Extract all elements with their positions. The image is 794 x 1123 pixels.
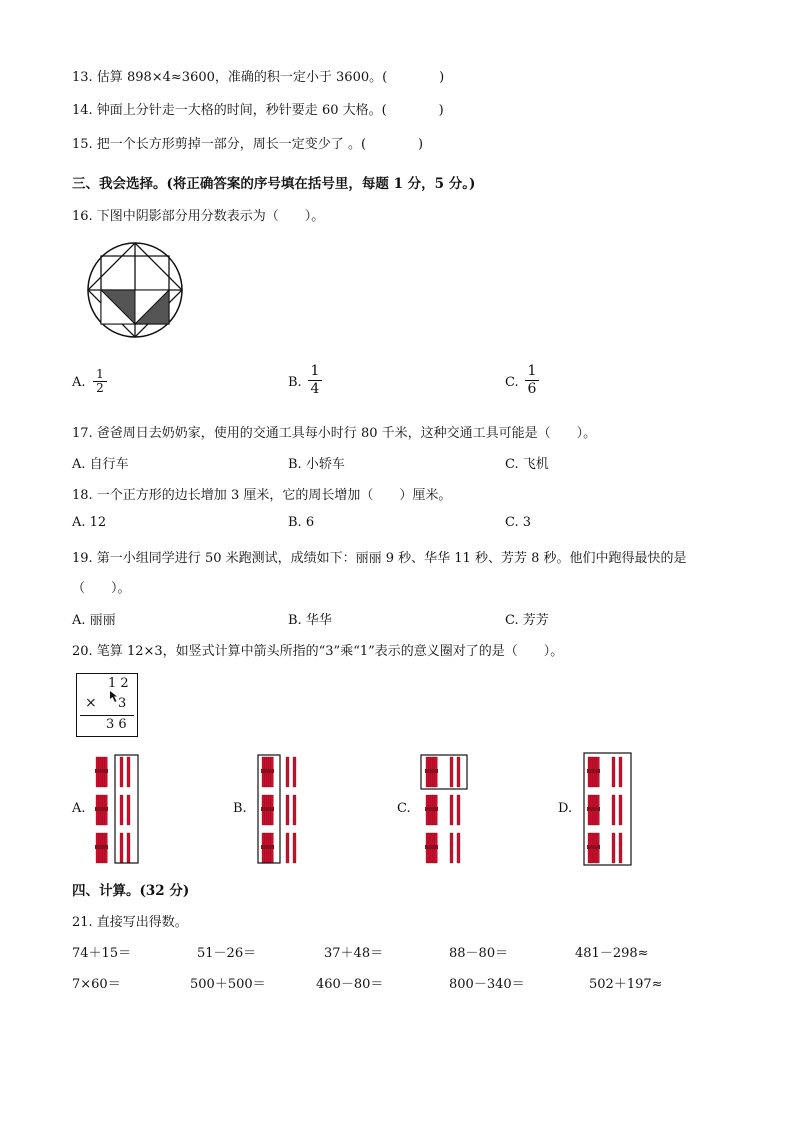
section-3-heading: 三、我会选择。(将正确答案的序号填在括号里，每题 1 分，5 分。) <box>72 176 476 192</box>
stick-bundle-icon <box>587 795 600 825</box>
single-stick-icon <box>457 833 460 863</box>
fraction-denominator: 2 <box>96 381 104 395</box>
calc-item: 7×60＝ <box>72 977 121 992</box>
question-19: 19. 第一小组同学进行 50 米跑测试，成绩如下：丽丽 9 秒、华华 11 秒、芳芳 8 秒。他们中跑得最快的是 <box>72 551 687 566</box>
section-4-heading: 四、计算。(32 分) <box>72 883 190 899</box>
single-stick-icon <box>293 795 296 825</box>
question-17: 17. 爸爸周日去奶奶家，使用的交通工具每小时行 80 千米，这种交通工具可能是（ ）。 <box>72 426 597 441</box>
q17-option-c: C. 飞机 <box>505 457 549 472</box>
single-stick-icon <box>127 757 130 787</box>
stick-bundle-icon <box>425 795 438 825</box>
stick-bundle-icon <box>95 795 108 825</box>
single-stick-icon <box>450 795 453 825</box>
stick-bundle-icon <box>425 833 438 863</box>
single-stick-icon <box>457 757 460 787</box>
fraction-numerator: 1 <box>525 363 539 381</box>
calc-top-number: 1 2 <box>108 676 129 691</box>
q18-option-b: B. 6 <box>288 515 315 530</box>
single-stick-icon <box>619 757 622 787</box>
single-stick-icon <box>450 833 453 863</box>
q18-option-a: A. 12 <box>72 515 107 530</box>
calc-item: 800－340＝ <box>449 977 525 992</box>
single-stick-icon <box>450 757 453 787</box>
single-stick-icon <box>619 795 622 825</box>
single-stick-icon <box>127 795 130 825</box>
fraction-denominator: 4 <box>310 381 320 397</box>
calc-item: 51－26＝ <box>197 946 257 961</box>
q16-option-b-letter: B. <box>288 375 302 390</box>
calc-item: 502＋197≈ <box>589 977 663 992</box>
single-stick-icon <box>612 757 615 787</box>
q20-option-d: D. <box>558 801 573 816</box>
stick-bundle-icon <box>95 757 108 787</box>
stick-bundle-icon <box>587 757 600 787</box>
calc-result: 3 6 <box>106 717 127 732</box>
stick-bundle-icon <box>261 795 274 825</box>
q20-option-b: B. <box>233 801 247 816</box>
single-stick-icon <box>612 795 615 825</box>
question-18: 18. 一个正方形的边长增加 3 厘米，它的周长增加（ ）厘米。 <box>72 488 452 503</box>
question-13: 13. 估算 898×4≈3600，准确的积一定小于 3600。( ) <box>72 70 445 85</box>
single-stick-icon <box>293 757 296 787</box>
calc-item: 481－298≈ <box>575 946 649 961</box>
question-14: 14. 钟面上分针走一大格的时间，秒针要走 60 大格。( ) <box>72 103 444 118</box>
single-stick-icon <box>457 795 460 825</box>
q20-option-a: A. <box>72 801 86 816</box>
fraction-numerator: 1 <box>93 368 107 382</box>
q17-option-b: B. 小轿车 <box>288 457 345 472</box>
q16-option-a-letter: A. <box>72 375 86 390</box>
fraction-numerator: 1 <box>308 363 322 381</box>
calc-item: 500＋500＝ <box>190 977 266 992</box>
fraction-denominator: 6 <box>527 381 537 397</box>
q17-option-a: A. 自行车 <box>72 457 129 472</box>
single-stick-icon <box>127 833 130 863</box>
stick-bundle-icon <box>587 833 600 863</box>
calc-item: 88－80＝ <box>449 946 509 961</box>
single-stick-icon <box>286 795 289 825</box>
q20-option-c: C. <box>397 801 411 816</box>
q19-option-a: A. 丽丽 <box>72 613 116 628</box>
question-15: 15. 把一个长方形剪掉一部分，周长一定变少了 。( ) <box>72 137 424 152</box>
single-stick-icon <box>120 833 123 863</box>
q19-option-b: B. 华华 <box>288 613 332 628</box>
single-stick-icon <box>612 833 615 863</box>
single-stick-icon <box>120 757 123 787</box>
q18-option-c: C. 3 <box>505 515 532 530</box>
option-a-circle <box>115 755 138 863</box>
calc-item: 74＋15＝ <box>72 946 132 961</box>
single-stick-icon <box>286 833 289 863</box>
question-16: 16. 下图中阴影部分用分数表示为（ ）。 <box>72 209 325 224</box>
single-stick-icon <box>286 757 289 787</box>
single-stick-icon <box>120 795 123 825</box>
stick-bundle-icon <box>95 833 108 863</box>
question-21: 21. 直接写出得数。 <box>72 915 188 930</box>
q19-option-c: C. 芳芳 <box>505 613 549 628</box>
calc-item: 460－80＝ <box>316 977 384 992</box>
single-stick-icon <box>619 833 622 863</box>
question-19-blank: （ ）。 <box>72 581 131 596</box>
question-20: 20. 笔算 12×3，如竖式计算中箭头所指的“3”乘“1”表示的意义圈对了的是（ ）。 <box>72 644 564 659</box>
single-stick-icon <box>293 833 296 863</box>
calc-multiplier: 3 <box>118 696 127 711</box>
stick-bundle-icon <box>425 757 438 787</box>
calc-item: 37＋48＝ <box>324 946 384 961</box>
calc-times-sign: × <box>85 695 97 711</box>
q16-option-c-letter: C. <box>505 375 519 390</box>
stick-bundle-icon <box>261 833 274 863</box>
stick-bundle-icon <box>261 757 274 787</box>
